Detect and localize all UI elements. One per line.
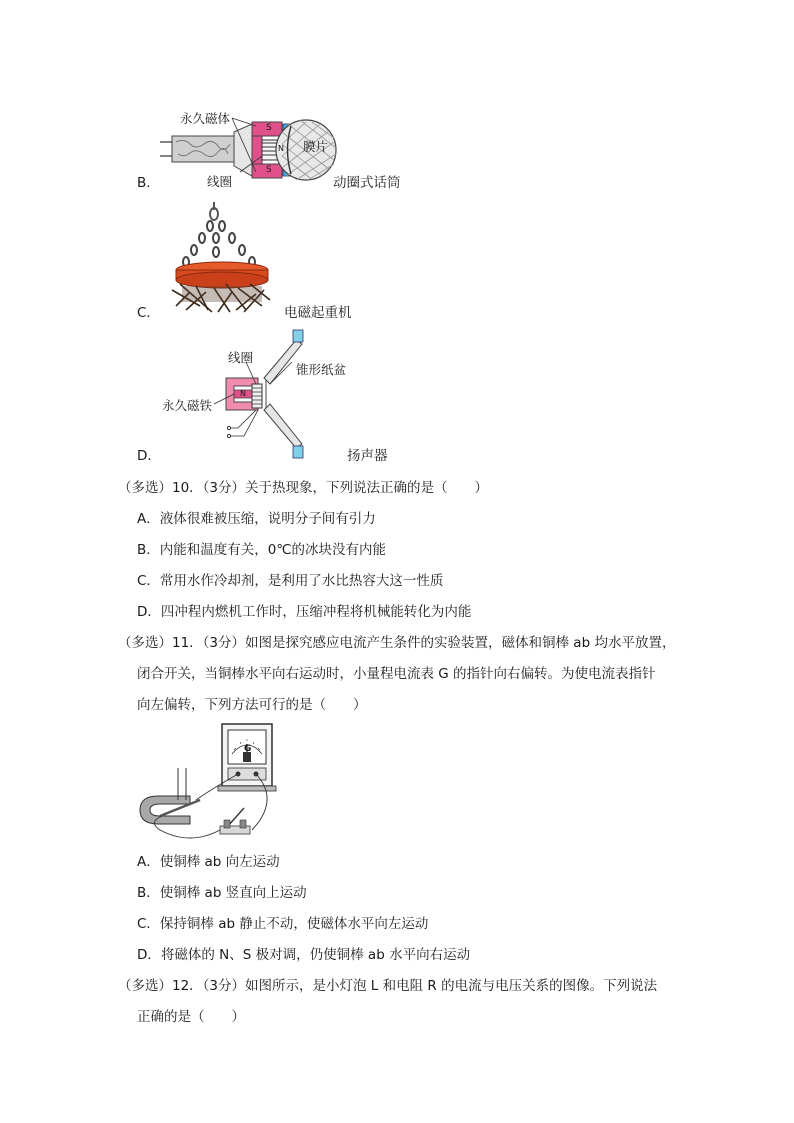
crane-caption: 电磁起重机 (284, 305, 352, 321)
q10-option-c: C．常用水作冷却剂，是利用了水比热容大这一性质 (137, 573, 444, 589)
mic-caption: 动圈式话筒 (333, 175, 401, 191)
q11-option-b: B．使铜棒 ab 竖直向上运动 (137, 885, 307, 901)
mic-pole-s-bottom: S (266, 165, 272, 175)
q10-option-b: B．内能和温度有关，0℃的冰块没有内能 (137, 542, 387, 558)
mic-pole-s-top: S (266, 123, 272, 133)
q10-stem: （多选）10．（3分）关于热现象，下列说法正确的是（ ） (118, 480, 489, 496)
q11-option-d: D．将磁体的 N、S 极对调，仍使铜棒 ab 水平向右运动 (137, 947, 471, 963)
speaker-cone-label: 锥形纸盆 (296, 362, 347, 377)
speaker-coil-label: 线圈 (228, 350, 254, 365)
q11-stem-line3: 向左偏转，下列方法可行的是（ ） (137, 697, 367, 713)
speaker-magnet-label: 永久磁铁 (162, 398, 213, 413)
speaker-caption: 扬声器 (347, 448, 388, 464)
option-d-label: D． (137, 448, 161, 464)
q11-stem-line2: 闭合开关，当铜棒水平向右运动时，小量程电流表 G 的指针向右偏转。为使电流表指针 (137, 666, 656, 682)
q10-option-d: D．四冲程内燃机工作时，压缩冲程将机械能转化为内能 (137, 604, 472, 620)
mic-magnet-label: 永久磁体 (180, 111, 231, 126)
option-b-label: B． (137, 175, 160, 191)
q12-stem-line2: 正确的是（ ） (137, 1009, 245, 1025)
q10-option-a: A．液体很难被压缩，说明分子间有引力 (137, 511, 376, 527)
speaker-pole-n: N (240, 389, 246, 398)
option-c-label: C． (137, 305, 160, 321)
q11-option-a: A．使铜棒 ab 向左运动 (137, 854, 280, 870)
q12-stem-line1: （多选）12．（3分）如图所示，是小灯泡 L 和电阻 R 的电流与电压关系的图像。下列说法 (118, 978, 658, 994)
q11-stem-line1: （多选）11．（3分）如图是探究感应电流产生条件的实验装置，磁体和铜棒 ab 均水平放置， (118, 635, 676, 651)
mic-pole-n: N (278, 144, 284, 153)
q11-option-c: C．保持铜棒 ab 静止不动，使磁体水平向左运动 (137, 916, 429, 932)
mic-coil-label: 线圈 (207, 174, 233, 189)
galvanometer-g-label: G (244, 744, 252, 754)
mic-film-label: 膜片 (303, 139, 329, 154)
